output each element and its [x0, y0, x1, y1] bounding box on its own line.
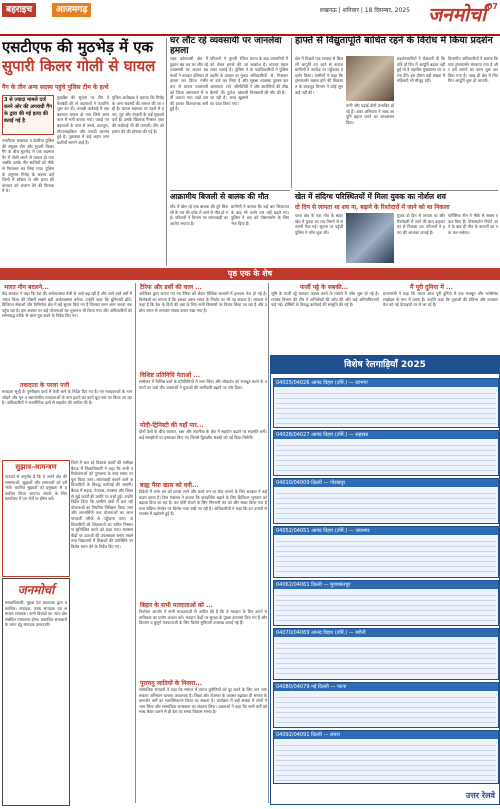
column-rule — [166, 38, 167, 266]
victim-photo — [346, 213, 394, 263]
train-schedule-block: 04025/04026 आनंद विहार (टर्मि.) — दरभंगा — [273, 378, 499, 428]
train-schedule-block: 04010/04009 दिल्ली — गोरखपुर — [273, 478, 499, 524]
col2-body-4: विदेशों में जमा धन को वापस लाने और काले धन पर रोक लगाने के लिए सरकार ने कई कदम उठाए हैं। वित्त मंत्रालय ने बताया कि पारदर्शिता बढ़ाने के लिए डिजिटल भुगतान को बढ़ावा दिया जा रहा है। कर चोरी रोकने के लिए निगरानी तंत्र को और सख्त किया गया है तथा संदिग्ध लेनदेन पर विशेष नजर रखी जा रही है। अधिकारियों ने कहा कि इन उपायों से राजस्व में बढ़ोतरी हुई है। — [139, 489, 267, 517]
protest-photo — [346, 56, 394, 101]
lead-callout-box: 3 से ज्यादा मामले दर्ज करने ओर की अपराधी गैंग के द्वारा की गई हत्या की बताई गई है — [2, 95, 54, 135]
suggestion-box-title: सुझाव-आमन्त्रण — [15, 463, 57, 471]
col2-body-5: निर्वाचन आयोग ने सभी मतदाताओं से अपील की है कि वे मतदान के दिन अपने मताधिकार का प्रयोग अवश्य करें। मतदान केंद्रों पर सुरक्षा के पुख्ता इंतजाम किए गए हैं और दिव्यांग व बुजुर्ग मतदाताओं के लिए विशेष सुविधाएँ उपलब्ध कराई गई हैं। — [139, 609, 267, 626]
col3-body-2: प्रधानमंत्री ने कहा कि भारत आज पूरी दुनिया में एक मजबूत और भरोसेमंद साझेदार के रूप में उभरा है। उन्होंने कहा कि युवाओं की प्रतिभा और नवाचार देश को नई ऊँचाइयों पर ले जा रहे हैं। — [383, 291, 498, 308]
train-schedule-block: 04070/04069 आनंद विहार (टर्मि.) — बरौनी — [273, 628, 499, 680]
publisher-logo: जनमोर्चा — [17, 583, 55, 597]
col2-heading-6: पुराचनु जातियों के निवारा... — [140, 680, 203, 687]
story5-body-col3: फॉरेंसिक टीम ने मौके से साक्ष्य एकत्र किए हैं। पोस्टमार्टम रिपोर्ट आने के बाद ही मौत के कारणों का पता चल सकेगा। — [448, 213, 498, 235]
col2-body-6: सामाजिक संगठनों ने कहा कि समाज में व्याप्त कुरीतियों को दूर करने के लिए जन जागरूकता अभियान चलाना आवश्यक है। शिक्षा और रोजगार के अवसर बढ़ाकर ही समाज के कमजोर वर्गों का सशक्तिकरण किया जा सकता है। कार्यक्रम में बड़ी संख्या में लोगों ने भाग लिया और सामाजिक समरसता का संकल्प लिया। वक्ताओं ने कहा कि सभी वर्गों को साथ लेकर चलने से ही देश का समग्र विकास संभव है। — [139, 687, 267, 715]
continued-banner: पृष्ठ एक के शेष — [0, 268, 500, 280]
col1-body-3: जिले में चल रहे विकास कार्यों की समीक्षा बैठक में जिलाधिकारी ने कहा कि सभी परियोजनाओं को गुणवत्ता के साथ समय पर पूरा किया जाए। लापरवाही बरतने वाले अधिकारियों के विरुद्ध कार्रवाई की जाएगी। बैठक में सड़क, पेयजल, स्वास्थ्य और शिक्षा से जुड़े कार्यों की प्रगति पर चर्चा हुई। उन्होंने निर्देश दिया कि ग्रामीण क्षेत्रों में चल रही योजनाओं का नियमित निरीक्षण किया जाए और लाभार्थियों तक योजनाओं का लाभ पारदर्शी तरीके से पहुँचाया जाए। अधिकारियों को शिकायतों का त्वरित निस्तारण सुनिश्चित करने को कहा गया। स्वास्थ्य केंद्रों पर दवाओं की उपलब्धता बनाए रखने तथा विद्यालयों में शिक्षकों की उपस्थिति पर विशेष ध्यान देने के निर्देश दिए गए। — [71, 460, 133, 549]
col1-body-2: मतदाता सूची के पुनरीक्षण कार्य में तेजी लाने के निर्देश दिए गए हैं। नए मतदाताओं के नाम जोड़ने और मृत व स्थानांतरित मतदाताओं के नाम हटाने का कार्य बूथ स्तर पर किया जा रहा है। अधिकारियों ने राजनीतिक दलों से सहयोग की अपील की है। — [2, 389, 132, 406]
suggestion-box-text: पाठकों से अनुरोध है कि वे अपने क्षेत्र की समस्याओं, सुझावों और समाचारों को हमें भेजें। चयनित सुझावों को प्रमुखता से प्रकाशित किया जाएगा। संपर्क के लिए कार्यालय में पत्र भेजें या ईमेल करें। — [5, 474, 67, 502]
column-rule — [268, 283, 269, 803]
section-rule — [295, 190, 498, 191]
story3-body-col1: क्षेत्र में पिछले एक सप्ताह से बिजली आपूर्ति ठप रहने से नाराज ग्रामीणों ने उपकेंद्र पर पहुँचकर प्रदर्शन किया। ग्रामीणों ने कहा कि ट्रांसफार्मर खराब होने की शिकायत के बावजूद विभाग ने कोई सुनवाई नहीं की। — [295, 56, 343, 95]
train-schedule-block: 04080/04079 नई दिल्ली — पटना — [273, 682, 499, 728]
story4-headline: आक्रामीय बिजली से बालक की मौत — [170, 192, 269, 201]
railway-logo: उत्तर रेलवे — [465, 791, 495, 800]
story4-body-col1: गाँव में खेल रहे एक बालक की टूटे बिजली के तार की चपेट में आने से मौत हो गई। परिजनों ने विभाग पर लापरवाही का आरोप लगाया है। — [170, 204, 228, 226]
col2-heading-5: बिहार के सभी मतदाताओं को ... — [140, 602, 213, 609]
col2-body-1: अमेरिका द्वारा लगाए गए नए टैरिफ को लेकर वैश्विक बाजारों में हलचल तेज हो गई है। विशेषज्ञों का मानना है कि इसका असर भारत के निर्यात पर भी पड़ सकता है। सरकार ने कहा है कि देश के हितों की रक्षा के लिए सभी विकल्पों पर विचार किया जा रहा है और उद्योग जगत से लगातार संवाद बनाए रखा गया है। — [139, 291, 267, 313]
lead-body-col1: एसटीएफ लखनऊ व देवरिया पुलिस की संयुक्त टीम और सुपारी किलर गैंग के बीच मुठभेड़ में एक बदमाश पैर में गोली लगने से घायल हो गया जबकि उसके तीन साथियों को मौके से गिरफ्तार कर लिया गया। पुलिस के अनुसार गिरोह के सदस्य कई जिलों में सक्रिय थे और हत्या की वारदात को अंजाम देने की फिराक में थे। — [2, 138, 54, 194]
suggestion-box — [2, 460, 70, 577]
col2-heading-1: टैरिफ और डर्सी की चाल ... — [140, 284, 202, 291]
col3-body-1: भूमि के फर्जी पट्टे बनाकर कब्जा करने के मामले में जाँच शुरू हो गई है। राजस्व विभाग की टीम ने अभिलेखों की जाँच की और कई अनियमितताएँ पाई गईं। दोषियों के विरुद्ध कार्रवाई की संस्तुति की गई है। — [271, 291, 379, 308]
section-tag-area: आजमगढ़ — [52, 3, 91, 17]
railway-special-trains-ad — [270, 355, 500, 805]
section-rule — [170, 190, 290, 191]
story3-body-col3: प्रदर्शनकारियों ने चेतावनी दी कि यदि दो दिन में आपूर्ति बहाल नहीं हुई तो वे तहसील मुख्यालय पर धरना देंगे। इस दौरान बड़ी संख्या में महिलाएँ भी मौजूद रहीं। — [397, 56, 445, 84]
masthead-logo: जनमोर्चा — [428, 4, 486, 26]
lead-headline: एसटीएफ की मुठभेड़ में एक सुपारी किलर गोली से घायल — [2, 38, 156, 75]
train-schedule-block: 04062/04061 दिल्ली — मुजफ्फरपुर — [273, 580, 499, 626]
story2-body-col2: परिजनों ने पुरानी रंजिश को लेकर हमले की आशंका जताई है। पुलिस ने तहरीर के आधार पर मुकदमा दर्ज कर लिया है और आसपास लगे सीसीटीवी कैमरों की फुटेज खंगाली जा रही है। जल्द खुलासे का दावा किया गया। — [210, 56, 248, 106]
train-schedule-block: 04028/04027 आनंद विहार (टर्मि.) — सहरसा — [273, 430, 499, 476]
story2-body-col1: शहर कोतवाली क्षेत्र में दुकान बंद कर घर लौट रहे व्यवसायी पर अज्ञात बदमाशों ने धारदार हथियार से हमला कर दिया। गंभीर रूप से घायल व्यवसायी को जिला अस्पताल में भर्ती कराया गया जहाँ उसकी हालत चिंताजनक बनी हुई है। — [170, 56, 208, 112]
col2-body-2: सम्मेलन में विभिन्न दलों के प्रतिनिधियों ने भाग लिया और लोकतंत्र को मजबूत करने के उपायों पर चर्चा की। वक्ताओं ने युवाओं की भागीदारी बढ़ाने पर जोर दिया। — [139, 379, 267, 390]
story4-body-col2: ग्रामीणों ने बताया कि कई बार शिकायत के बाद भी जर्जर तार नहीं बदले गए। पुलिस ने शव को पोस्टमार्टम के लिए भेज दिया है। — [231, 204, 289, 226]
story5-body-col2: युवक दो दिन से लापता था और रिश्तेदारी में जाने की बात कहकर घर से निकला था। परिजनों ने हत्या की आशंका जताई है। — [397, 213, 445, 235]
col2-heading-2: विशिष्ट प्रतिनिधि नेताओं ... — [140, 372, 201, 379]
story3-headline: हाफ्ते से विद्युतापूर्ति बाधित रहने के विरोध में किया प्रदर्शन — [295, 36, 493, 46]
column-rule — [135, 283, 136, 803]
section-tag-city: बहराइच — [2, 3, 36, 17]
dateline: लखनऊ | शनिवार | 18 दिसम्बर, 2025 — [319, 7, 410, 14]
column-rule — [291, 38, 292, 188]
col2-body-3: दोनों देशों के बीच व्यापार, रक्षा और तकनीक के क्षेत्र में सहयोग बढ़ाने पर सहमति बनी। कई समझौतों पर हस्ताक्षर किए गए जिनसे द्विपक्षीय संबंधों को नई दिशा मिलेगी। — [139, 429, 267, 440]
railway-ad-title: विशेष रेलगाड़ियाँ 2025 — [271, 356, 499, 374]
page-number: 07 — [486, 2, 498, 11]
story5-headline: खेत में संदिग्ध परिस्थितयों में मिला युवक का नोर्शल शव — [295, 192, 446, 201]
train-schedule-block: 04092/04091 दिल्ली — छपरा — [273, 730, 499, 784]
col3-heading-1: फर्जी पट्टे के सबकी... — [300, 284, 349, 291]
page-header — [0, 0, 500, 36]
story5-subhead: दो दिन से लापता था शव ना, बढ़ाने के रिश्तेदारों में जाने को था निकला — [295, 204, 450, 211]
lead-body-col2: मुखबिर की सूचना पर टीम ने घेराबंदी की तो बदमाशों ने फायरिंग शुरू कर दी। जवाबी कार्रवाई में एक बदमाश घायल हो गया जिसे अस्पताल में भर्ती कराया गया। पकड़े गए बदमाशों के पास से तमंचे, कारतूस, मोटरसाइकिल और नकदी बरामद हुई है। पूछताछ में कई अहम जानकारियाँ सामने आई हैं। — [57, 95, 109, 145]
col1-heading-1: भारत नीन बदलने... — [4, 284, 49, 291]
story5-body-col1: थाना क्षेत्र के एक गाँव के बाहर खेत में युवक का शव मिलने से सनसनी फैल गई। सूचना पर पहुँची पुलिस ने जाँच शुरू की। — [295, 213, 343, 235]
story2-body-col3: घटना के बाद व्यापारियों में आक्रोश है। व्यापार मंडल के पदाधिकारियों ने पुलिस अधिकारियों से मिलकर सुरक्षा व्यवस्था दुरुस्त करने और आरोपियों की शीघ्र गिरफ्तारी की माँग की है। — [250, 56, 288, 95]
lead-subhead: गैंग के तीन अन्य सदस्य पहुंचे पुलिस टीम के हत्थे — [2, 84, 109, 91]
col1-body-1: केंद्र सरकार ने कहा कि देश की अर्थव्यवस्था तेजी से आगे बढ़ रही है और आने वाले वर्षों में भारत विश्व की तीसरी सबसे बड़ी अर्थव्यवस्था बनेगा। उन्होंने कहा कि बुनियादी ढाँचे, डिजिटल सेवाओं और विनिर्माण क्षेत्र में बड़े सुधार किए गए हैं जिनका लाभ आम जनता तक पहुँच रहा है। इस अवसर पर कई योजनाओं का शुभारंभ भी किया गया और अधिकारियों को समयबद्ध तरीके से काम पूरा करने के निर्देश दिए गए। — [2, 291, 132, 319]
publisher-imprint: स्वत्वाधिकारी, मुद्रक एवं प्रकाशक द्वारा प्रकाशित। संपादक, प्रबंध संपादक एवं समाचार संपादक। सभी विवादों का न्याय क्षेत्र संबंधित न्यायालय होगा। प्रकाशित समाचारों के चयन हेतु संपादक उत्तरदायी। — [5, 600, 67, 628]
lead-body-col3: पुलिस अधीक्षक ने बताया कि गिरोह के अन्य सदस्यों की तलाश की जा रही है। घायल बदमाश पर पहले से हत्या, लूट और रंगदारी के कई मुकदमे दर्ज हैं। उसके खिलाफ गैंगस्टर एक्ट की कार्रवाई भी की जाएगी। टीम को इनाम देने की घोषणा की गई है। — [112, 95, 164, 134]
train-schedule-block: 04052/04051 आनंद विहार (टर्मि.) — जयनगर — [273, 526, 499, 578]
col3-heading-2: मैं पूरी दुनिया में ... — [410, 284, 453, 291]
story2-headline: घर लौट रहे व्यवसायी पर जानलेवा हमला — [170, 36, 282, 54]
story3-body-col4: विभागीय अधिकारियों ने बताया कि नया ट्रांसफार्मर मंगवाया गया है और उसे लगाने का काम शुरू कर दिया गया है। जल्द ही क्षेत्र में नियमित आपूर्ति शुरू हो जाएगी। — [448, 56, 498, 84]
col2-heading-3: मोदी-ट्रिनिस्टी की यहाँ पार... — [140, 422, 204, 429]
col1-heading-2: तकदाता के परला पत्ती — [20, 382, 70, 389]
story3-body-col2: पानी और पढ़ाई दोनों प्रभावित हो रहे हैं। अवर अभियंता ने जल्द आपूर्ति बहाल करने का आश्वासन दिया। — [346, 103, 394, 125]
col2-heading-4: बाह्य पैसा खास को वनी... — [140, 482, 199, 489]
publisher-box — [2, 578, 70, 806]
